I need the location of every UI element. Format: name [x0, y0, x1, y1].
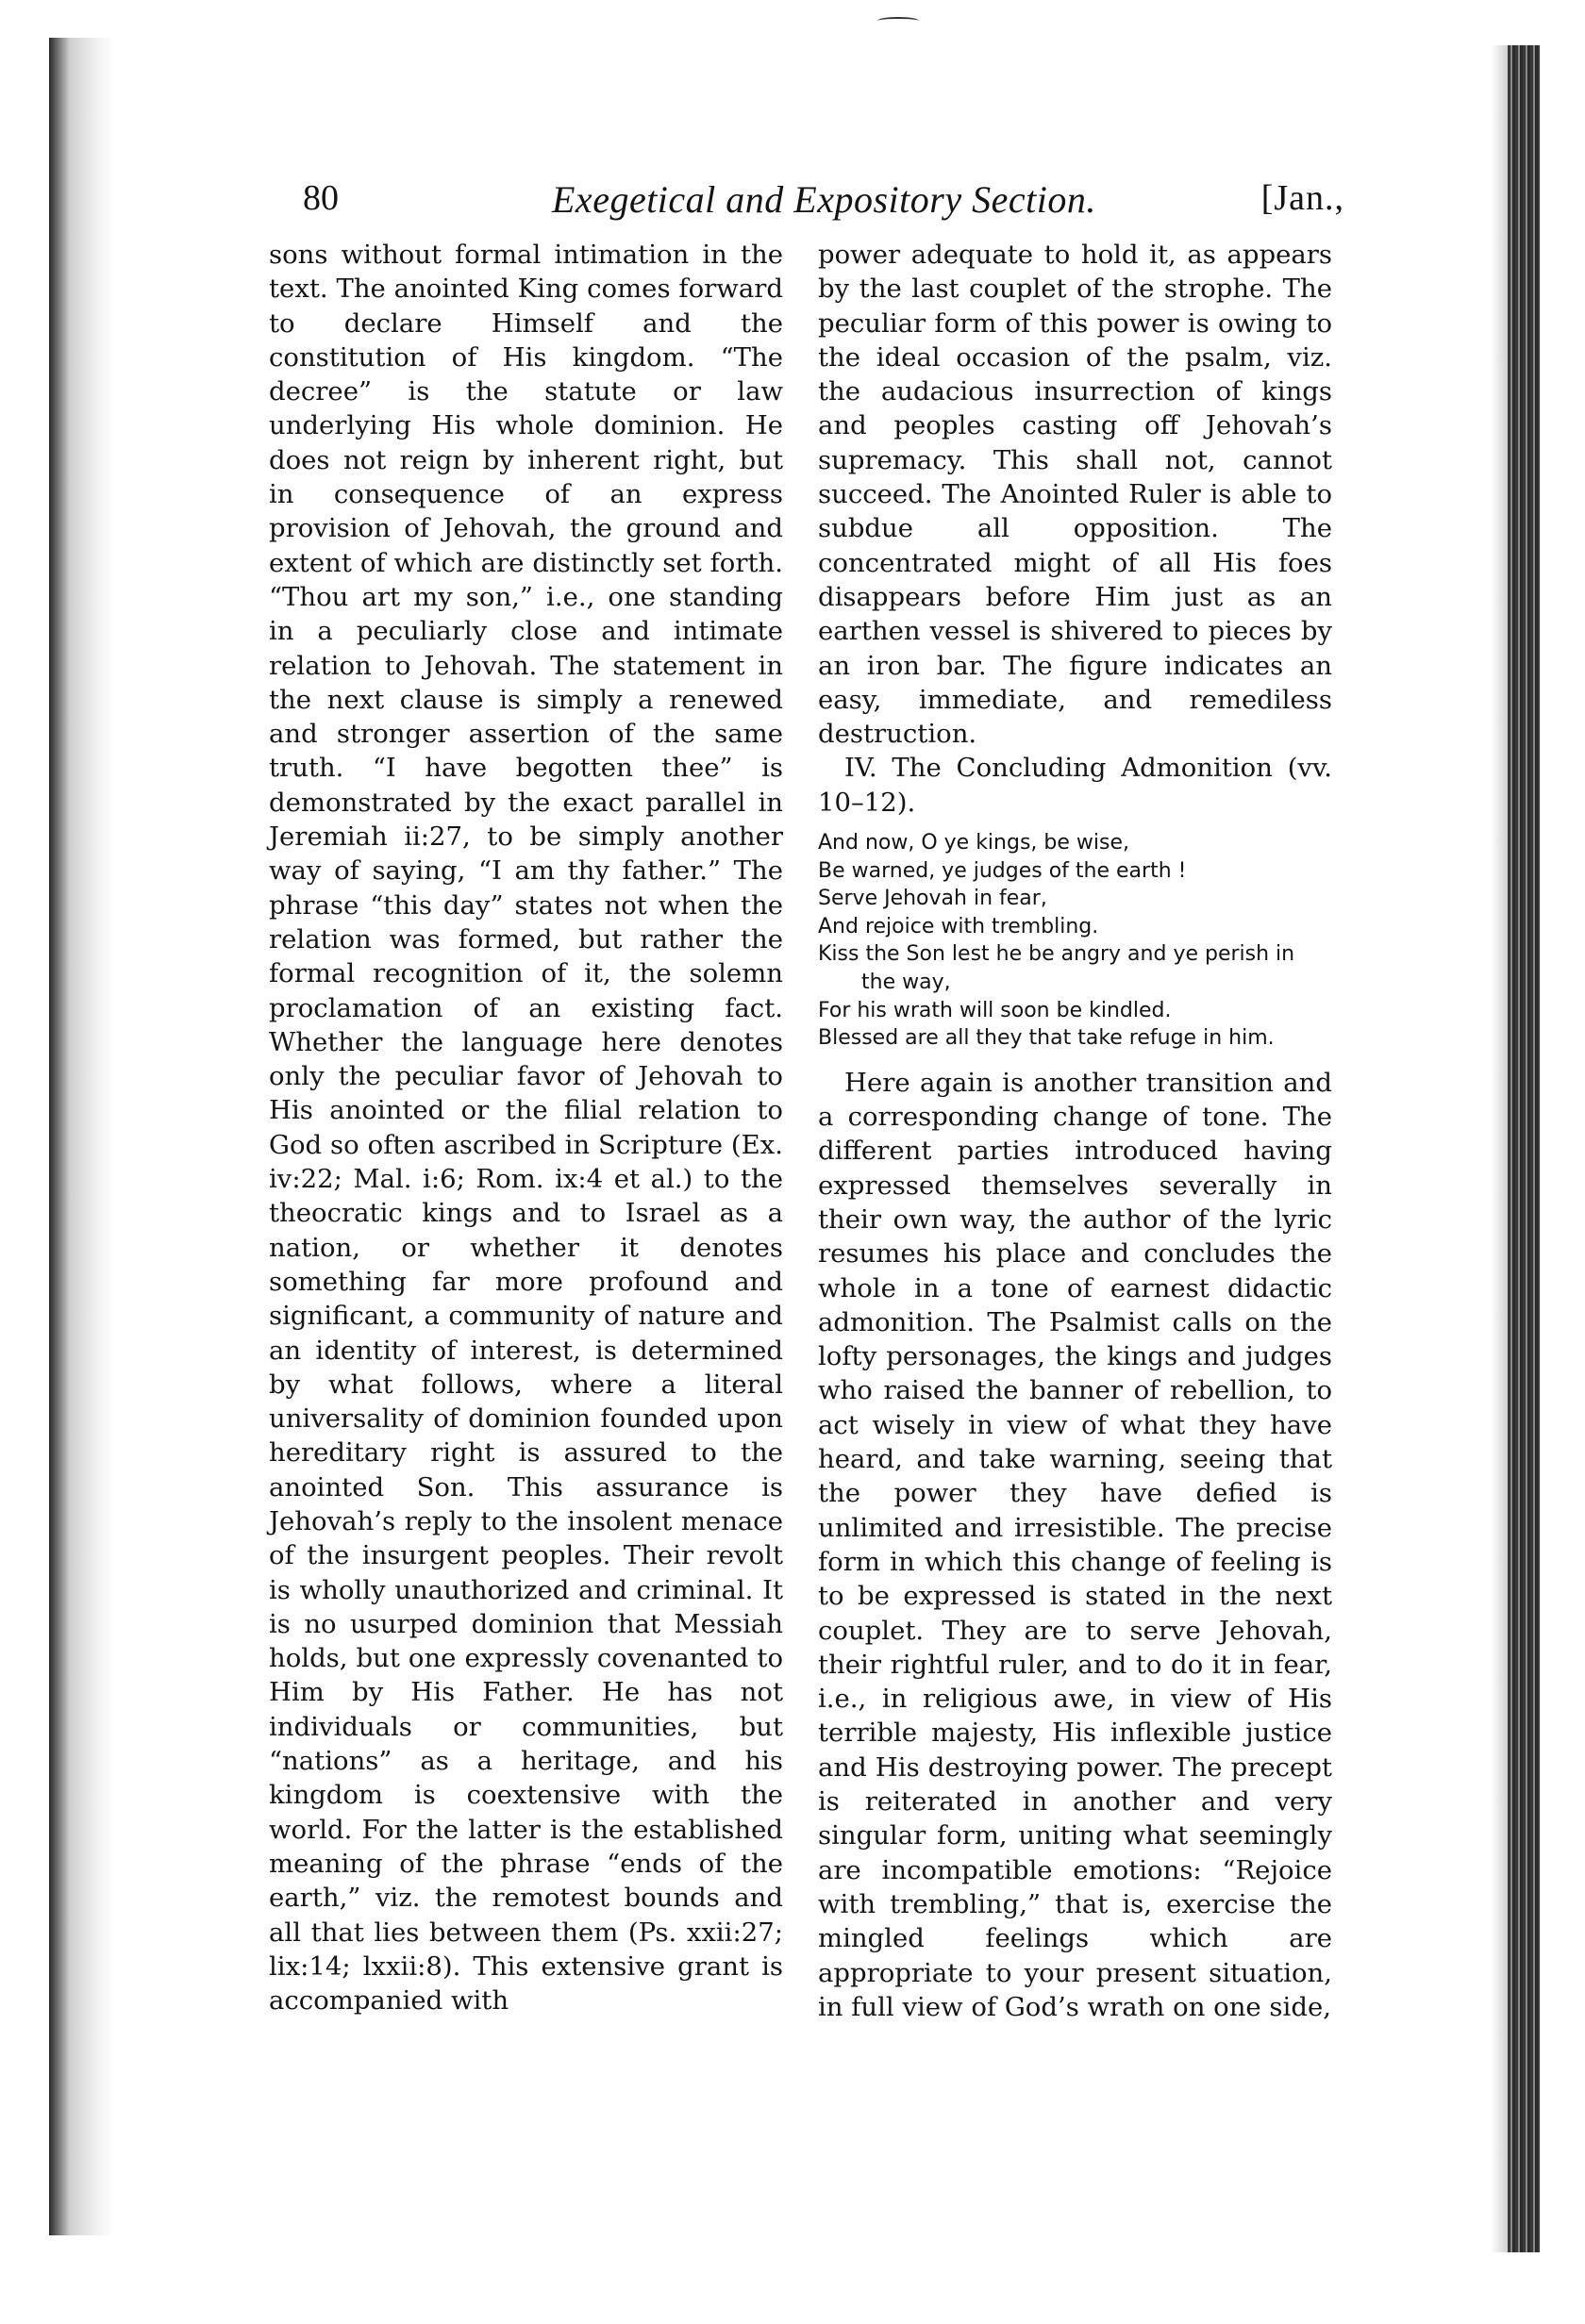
poem-line: And now, O ye kings, be wise,: [818, 831, 1129, 855]
section-heading: IV. The Concluding Admonition (vv. 10–12).: [818, 753, 1332, 818]
poem-line: Blessed are all they that take refuge in him.: [818, 1026, 1275, 1051]
binding-shadow: [70, 38, 115, 2235]
poem-line: Serve Jehovah in fear,: [818, 887, 1047, 911]
book-page-edges: [1508, 45, 1540, 2252]
page-number: 80: [303, 178, 339, 218]
book-binding-edge: [49, 38, 70, 2235]
page-edge-shadow: [1491, 45, 1508, 2252]
left-column: [269, 238, 783, 2017]
poem-line: Be warned, ye judges of the earth !: [818, 858, 1187, 883]
right-column: [818, 238, 1332, 2024]
poem-line: And rejoice with trembling.: [818, 914, 1099, 938]
left-paragraph: sons without formal intimation in the text. The anointed King comes forward to declare Himself and the constitution of His kingdom. “The decree” is the statute or law underlying His whole dominion. He does not reign by inherent right, but in consequence of an express provision of Jehovah, the ground and extent of which are distinctly set forth. “Thou art my son,” i.e., one standing in a peculiarly close and intimate relation to Jehovah. The statement in the next clause is simply a renewed and stronger assertion of the same truth. “I have begotten thee” is demonstrated by the exact parallel in Jeremiah ii:27, to be simply another way of saying, “I am thy father.” The phrase “this day” states not when the relation was formed, but rather the formal recognition of it, the solemn proclamation of an existing fact. Whether the language here denotes only the peculiar favor of Jehovah to His anointed or the filial relation to God so often ascribed in Scripture (Ex. iv:22; Mal. i:6; Rom. ix:4 et al.) to the theocratic kings and to Israel as a nation, or whether it denotes something far more profound and significant, a community of nature and an identity of interest, is determined by what follows, where a literal universality of dominion founded upon hereditary right is assured to the anointed Son. This assurance is Jehovah’s reply to the insolent menace of the insurgent peoples. Their revolt is wholly unauthorized and criminal. It is no usurped dominion that Messiah holds, but one expressly covenanted to Him by His Father. He has not individuals or communities, but “nations” as a heritage, and his kingdom is coextensive with the world. For the latter is the established meaning of the phrase “ends of the earth,” viz. the remotest bounds and all that lies between them (Ps. xxii:27; lix:14; lxxii:8). This extensive grant is accompanied with: [269, 240, 783, 2017]
poem-line: Kiss the Son lest he be angry and ye perish in the way,: [818, 942, 1295, 995]
psalm-quotation: [818, 829, 1332, 1053]
right-paragraph-2: Here again is another transition and a corresponding change of tone. The different parties introduced having expressed themselves severally in their own way, the author of the lyric resumes his place and concludes the whole in a tone of earnest didactic admonition. The Psalmist calls on the lofty personages, the kings and judges who raised the banner of rebellion, to act wisely in view of what they have heard, and take warning, seeing that the power they have defied is unlimited and irresistible. The precise form in which this change of feeling is to be expressed is stated in the next couplet. They are to serve Jehovah, their rightful ruler, and to do it in fear, i.e., in religious awe, in view of His terrible majesty, His inflexible justice and His destroying power. The precept is reiterated in another and very singular form, uniting what seemingly are incompatible emotions: “Rejoice with trembling,” that is, exercise the mingled feelings which are appropriate to your present situation, in full view of God’s wrath on one side,: [818, 1067, 1332, 2022]
section-title: Exegetical and Expository Section.: [552, 178, 1096, 221]
poem-line: For his wrath will soon be kindled.: [818, 998, 1172, 1022]
page-content: [269, 170, 1344, 2022]
issue-marker: [Jan.,: [1260, 178, 1344, 218]
right-paragraph-1: power adequate to hold it, as appears by the last couplet of the strophe. The peculiar form of this power is owing to the ideal occasion of the psalm, viz. the audacious insurrection of kings and peoples casting off Jehovah’s supremacy. This shall not, cannot succeed. The Anointed Ruler is able to subdue all opposition. The concentrated might of all His foes disappears before Him just as an earthen vessel is shivered to pieces by an iron bar. The figure indicates an easy, immediate, and remediless destruction.: [818, 240, 1332, 750]
scan-mark: [877, 17, 919, 25]
running-head: [269, 170, 1344, 226]
